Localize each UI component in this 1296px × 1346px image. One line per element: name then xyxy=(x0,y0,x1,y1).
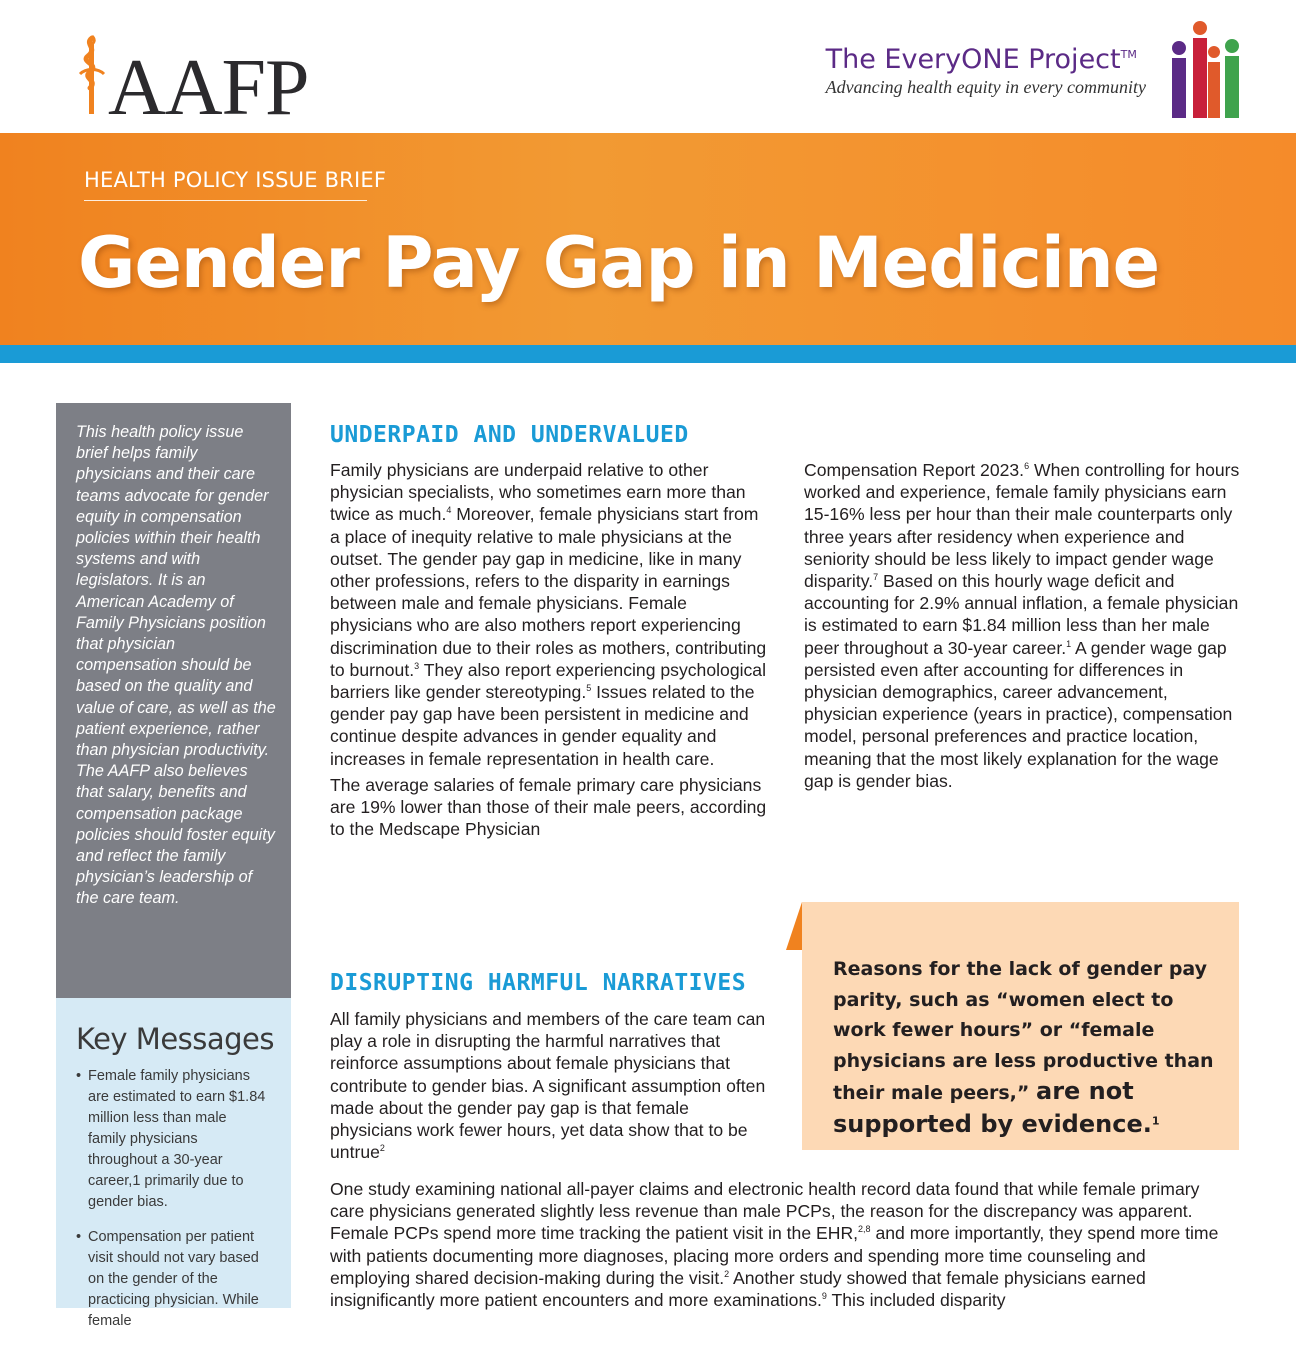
banner-stripe xyxy=(0,345,1296,363)
intro-sidebar xyxy=(56,403,291,998)
everyone-title: The EveryONE Project™ xyxy=(825,44,1137,75)
key-message-item: • Compensation per patient visit should not vary based on the gender of the practicing physician. While female xyxy=(76,1227,268,1332)
callout-text: Reasons for the lack of gender pay parity, such as “women elect to work fewer hours” or “female physicians are less productive than their male peers,” are not supported by evidence.$^1$ xyxy=(833,958,1214,1138)
everyone-project-logo[interactable] xyxy=(826,44,1146,98)
paragraph: Family physicians are underpaid relative to other physician specialists, who sometimes earn more than twice as much.$^4$ Moreover, female physicians start from a place of inequity relative to male physicians at the outset. The gender pay gap in medicine, like in many other professions, refers to the disparity in earnings between male and female physicians. Female physicians who are also mothers report experiencing discrimination due to their roles as mothers, contributing to burnout.$^3$ They also report experiencing psychological barriers like gender stereotyping.$^5$ Issues related to the gender pay gap have been persistent in medicine and continue despite advances in gender equality and increases in female representation in health care. xyxy=(330,460,767,769)
callout-corner-accent xyxy=(786,902,802,950)
intro-text: This health policy issue brief helps family physicians and their care teams advocate for gender equity in compensation policies within their health systems and with legislators. It is an American Academy of Family Physicians position that physician compensation should be based on the quality and value of care, as well as the patient experience, rather than physician productivity. The AAFP also believes that salary, benefits and compensation package policies should foster equity and reflect the family physician’s leadership of the care team. xyxy=(76,423,276,908)
paragraph: One study examining national all-payer claims and electronic health record data found that while female primary care physicians generated slightly less revenue than male PCPs, the reason for the discrepancy was apparent. Female PCPs spend more time tracking the patient visit in the EHR,$^{2,8}$ and more importantly, they spend more time with patients documenting more diagnoses, placing more orders and spending more time counseling and employing shared decision-making during the visit.$^2$ Another study showed that female physicians earned insignificantly more patient encounters and more examinations.$^9$ This included disparity xyxy=(330,1179,1219,1311)
paragraph: The average salaries of female primary care physicians are 19% lower than those of their male peers, according to the Medscape Physician xyxy=(330,774,767,840)
section-heading-underpaid: UNDERPAID AND UNDERVALUED xyxy=(330,422,689,448)
section2-column-1 xyxy=(330,1008,770,1167)
everyone-tagline: Advancing health equity in every community xyxy=(825,77,1146,97)
section-heading-narratives: DISRUPTING HARMFUL NARRATIVES xyxy=(330,970,747,996)
key-messages-box xyxy=(56,998,291,1329)
section2-full-width xyxy=(330,1178,1220,1315)
section1-column-1 xyxy=(330,459,770,844)
key-messages-heading: Key Messages xyxy=(76,1022,275,1056)
people-figures-icon xyxy=(1170,20,1242,120)
paragraph: Compensation Report 2023.$^6$ When controlling for hours worked and experience, female family physicians earn 15-16% less per hour than their male counterparts only three years after residency when experience and seniority should be less likely to impact gender wage disparity.$^7$ Based on this hourly wage deficit and accounting for 2.9% annual inflation, a female physician is estimated to earn $1.84 million less than her male peer throughout a 30-year career.$^1$ A gender wage gap persisted even after accounting for differences in physician demographics, career advancement, physician experience (years in practice), compensation model, personal preferences and practice location, meaning that the most likely explanation for the wage gap is gender bias. xyxy=(804,460,1240,791)
key-messages-list xyxy=(76,1066,268,1346)
evidence-callout xyxy=(802,902,1239,1150)
key-message-item: • Female family physicians are estimated to earn $1.84 million less than male family physicians throughout a 30-year career,1 primarily due to gender bias. xyxy=(76,1066,268,1213)
aafp-wordmark: AAFP xyxy=(108,44,309,132)
aafp-logo[interactable] xyxy=(74,34,314,132)
kicker-label: HEALTH POLICY ISSUE BRIEF xyxy=(84,168,367,201)
caduceus-icon xyxy=(74,34,110,120)
section1-column-2 xyxy=(804,459,1242,796)
paragraph: All family physicians and members of the care team can play a role in disrupting the harmful narratives that reinforce assumptions about female physicians that contribute to gender bias. A significant assumption often made about the gender pay gap is that female physicians work fewer hours, yet data show that to be untrue$^2$ xyxy=(330,1009,766,1163)
page-title: Gender Pay Gap in Medicine xyxy=(78,222,1160,304)
